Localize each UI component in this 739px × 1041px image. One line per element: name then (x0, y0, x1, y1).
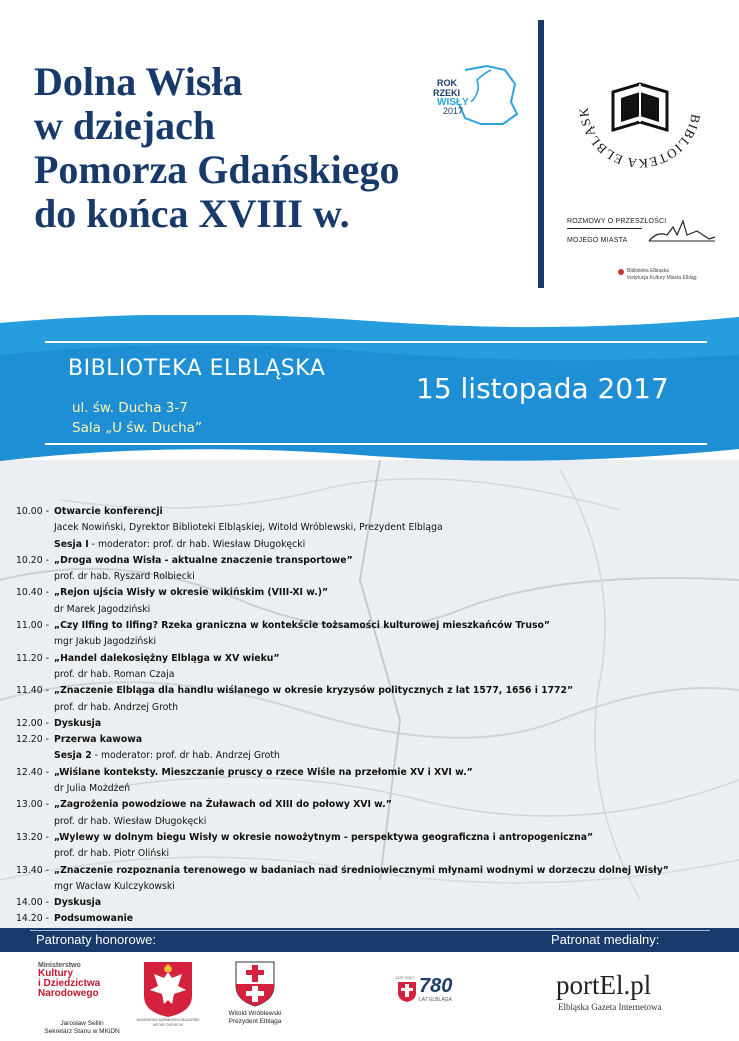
program-item-title: Otwarcie konferencji (54, 506, 163, 517)
banner-top-rule (45, 341, 707, 343)
bibl-ring-text: BIBLIOTEKA ELBLĄSK (575, 106, 704, 172)
portel-wordmark-a: portEl (556, 970, 624, 1000)
program-speaker: dr Marek Jagodziński (54, 603, 151, 615)
program-speaker: mgr Jakub Jagodziński (54, 636, 157, 648)
program-speaker: prof. dr hab. Wiesław Długokęcki (54, 815, 207, 827)
program-row (16, 781, 731, 797)
program-time: 14.20 - (16, 913, 49, 925)
program-row (16, 830, 731, 846)
program-time: 11.40 - (16, 685, 49, 697)
program-row (16, 683, 731, 699)
program-row (16, 732, 731, 748)
program-row (16, 895, 731, 911)
program-speaker: mgr Wacław Kulczykowski (54, 880, 175, 892)
program-row (16, 814, 731, 830)
program-time: 12.20 - (16, 734, 49, 746)
rok-label: ROK (437, 78, 457, 88)
mkidn-line-2: Kultury (38, 968, 73, 979)
program-row (16, 585, 731, 601)
portel-subtitle: Elbląska Gazeta Internetowa (558, 1002, 662, 1012)
wojewoda-caption: WOJEWODA WARMIŃSKO-MAZURSKI ARTUR CHOJECKI (136, 1018, 200, 1027)
small-biblioteka-logo (627, 268, 696, 282)
rozmowy-logo (565, 215, 720, 255)
program-row (16, 602, 731, 618)
program-row (16, 846, 731, 862)
program-row (16, 716, 731, 732)
small-bib-line-1: Biblioteka Elbląska (627, 268, 669, 274)
program-moderator: - moderator: prof. dr hab. Wiesław Długokęcki (88, 538, 306, 550)
program-time: 12.40 - (16, 766, 49, 778)
program-speaker: prof. dr hab. Piotr Oliński (54, 848, 170, 860)
venue-address-room: Sala „U św. Ducha” (72, 420, 202, 436)
mkidn-caption-role: Sekretarz Stanu w MKiDN (44, 1028, 120, 1035)
program-row (16, 797, 731, 813)
program-row (16, 911, 731, 927)
program-row (16, 667, 731, 683)
rok-year: 2017 (443, 106, 464, 116)
program-time: 11.20 - (16, 652, 49, 664)
honorary-patronage-label: Patronaty honorowe: (36, 932, 156, 947)
venue-address-street: ul. św. Ducha 3-7 (72, 400, 188, 416)
small-shield-icon (397, 981, 417, 1003)
program-speaker: Jacek Nowiński, Dyrektor Biblioteki Elbląskiej, Witold Wróblewski, Prezydent Elbląga (54, 522, 443, 534)
biblioteka-elblaska-logo (565, 32, 715, 182)
program-row (16, 618, 731, 634)
program-item-title: Dyskusja (54, 717, 102, 729)
polish-eagle-emblem-icon (142, 960, 194, 1018)
program-time: 13.40 - (16, 864, 49, 876)
rozmowy-line-1: ROZMOWY O PRZESZŁOŚCI (567, 218, 667, 225)
program-item-title: „Znaczenie Elbląga dla handlu wiślanego w okresie kryzysów politycznych z lat 1577, 1656 i 1772” (54, 685, 574, 697)
program-row (16, 553, 731, 569)
book-icon (613, 84, 667, 130)
header-divider (538, 20, 544, 288)
banner-bottom-rule (45, 443, 707, 445)
event-date: 15 listopada 2017 (416, 372, 669, 405)
biblioteka-dot-icon (618, 269, 624, 275)
rok-rzeki-wisly-logo (425, 62, 525, 132)
small-bib-line-2: Instytucja Kultury Miasta Elbląg (627, 275, 697, 281)
title-line-3: Pomorza Gdańskiego (34, 147, 400, 192)
portel-wordmark-b: .pl (623, 970, 652, 1000)
780-years: 1237-2017 (395, 975, 415, 980)
program-item-title: „Czy Ilfing to Ilfing? Rzeka graniczna w kontekście tożsamości kulturowej mieszkańców Truso” (54, 620, 551, 632)
mkidn-line-1: Ministerstwo (38, 962, 81, 969)
mkidn-caption-name: Jarosław Sellin (60, 1020, 104, 1027)
program-time: 14.00 - (16, 897, 49, 909)
program-item-title: „Wylewy w dolnym biegu Wisły w okresie nowożytnym - perspektywa geograficzna i antropogeniczna” (54, 831, 594, 843)
program-speaker: prof. dr hab. Roman Czaja (54, 668, 175, 680)
program-item-title: „Handel dalekosiężny Elbląga w XV wieku” (54, 652, 280, 664)
city-skyline-icon (647, 217, 717, 251)
program-row (16, 863, 731, 879)
program-item-title: Sesja 2 (54, 750, 92, 762)
program-time: 10.40 - (16, 587, 49, 599)
program-row (16, 520, 731, 536)
program-row (16, 748, 731, 764)
program-speaker: prof. dr hab. Ryszard Rolbiecki (54, 571, 195, 583)
title-line-1: Dolna Wisła (34, 59, 243, 104)
780-number: 780 (419, 975, 453, 997)
780-lat-elblaga-logo (395, 975, 463, 1005)
mkidn-line-4: Narodowego (38, 988, 99, 999)
program-time: 12.00 - (16, 717, 49, 729)
program-item-title: „Rejon ujścia Wisły w okresie wikińskim (VIII-XI w.)” (54, 587, 329, 599)
elblag-coat-of-arms-icon (234, 960, 276, 1008)
conference-program (16, 504, 731, 928)
program-item-title: Podsumowanie (54, 913, 134, 925)
rozmowy-line-2: MOJEGO MIASTA (567, 237, 628, 244)
program-moderator: - moderator: prof. dr hab. Andrzej Groth (91, 750, 280, 762)
program-time: 10.00 - (16, 506, 49, 517)
program-row (16, 537, 731, 553)
venue-address (72, 398, 202, 438)
program-row (16, 504, 731, 520)
program-item-title: „Zagrożenia powodziowe na Żuławach od XIII do połowy XVI w.” (54, 799, 392, 811)
wisly-label: WISŁY (437, 97, 469, 108)
program-time: 10.20 - (16, 554, 49, 566)
program-row (16, 634, 731, 650)
program-row (16, 700, 731, 716)
elblag-caption-role: Prezydent Elbląga (228, 1018, 282, 1025)
program-item-title: „Droga wodna Wisła - aktualne znaczenie transportowe” (54, 554, 353, 566)
program-item-title: „Wiślane konteksty. Mieszczanie pruscy o rzece Wiśle na przełomie XV i XVI w.” (54, 766, 473, 778)
venue-name: BIBLIOTEKA ELBLĄSKA (68, 356, 326, 381)
rzeki-label: RZEKI (433, 88, 460, 98)
program-time: 13.20 - (16, 831, 49, 843)
portel-wordmark (556, 970, 661, 1001)
mkidn-line-3: i Dziedzictwa (38, 978, 101, 989)
780-label: LAT ELBLĄGA (419, 997, 452, 1003)
elblag-caption-name: Witold Wróblewski (228, 1010, 282, 1017)
program-row (16, 765, 731, 781)
media-patronage-label: Patronat medialny: (551, 932, 660, 947)
elblag-president-caption (214, 1010, 296, 1026)
program-row (16, 879, 731, 895)
title-line-4: do końca XVIII w. (34, 191, 350, 236)
program-time: 11.00 - (16, 620, 49, 632)
program-item-title: Sesja I (54, 538, 89, 550)
title-line-2: w dziejach (34, 103, 216, 148)
program-row (16, 569, 731, 585)
mkidn-caption (32, 1020, 132, 1036)
program-item-title: Przerwa kawowa (54, 734, 143, 746)
program-item-title: Dyskusja (54, 897, 102, 909)
program-item-title: „Znaczenie rozpoznania terenowego w badaniach nad średniowiecznymi młynami wodnymi w dorzeczu dolnej Wisły” (54, 864, 669, 876)
mkidn-logo (38, 962, 123, 1035)
program-time: 13.00 - (16, 799, 49, 811)
program-row (16, 651, 731, 667)
program-speaker: prof. dr hab. Andrzej Groth (54, 701, 178, 713)
program-speaker: dr Julia Możdżeń (54, 783, 131, 795)
portel-logo (556, 970, 661, 1012)
